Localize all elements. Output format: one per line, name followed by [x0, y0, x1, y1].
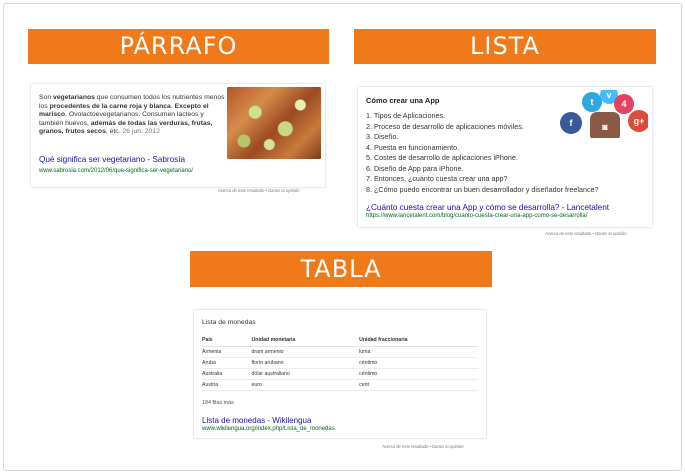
list-item: 2. Proceso de desarrollo de aplicaciones móviles. [366, 121, 524, 131]
text-segment: que consumen todos los nutrientes menos los [39, 94, 225, 110]
table-cell: céntimo [359, 357, 478, 368]
table-heading: Lista de monedas [202, 319, 256, 326]
table-row [202, 357, 478, 368]
list-snippet-card [358, 87, 652, 227]
table-cell: Australia [202, 368, 252, 379]
list-item: 7. Entonces, ¿cuánto cuesta crear una app? [366, 174, 508, 183]
table-header-row [202, 335, 478, 346]
text-segment: Son [39, 94, 53, 101]
text-segment: , etc. [105, 128, 121, 136]
table-cell: céntimo [359, 368, 478, 379]
snippet-paragraph [39, 94, 227, 137]
result-url: www.wikilengua.org/index.php/Lista_de_monedas [202, 426, 335, 432]
more-rows-link[interactable]: 184 filas más [202, 400, 234, 406]
paragraph-snippet-card [31, 84, 325, 187]
facebook-icon: f [560, 112, 582, 134]
result-title-link[interactable]: Qué significa ser vegetariano - Sabrosía [39, 155, 186, 164]
list-item: 5. Costes de desarrollo de aplicaciones iPhone. [366, 153, 518, 162]
list-item: 8. ¿Cómo puedo encontrar un buen desarrollador y diseñador freelance? [366, 184, 599, 194]
table-row [202, 368, 478, 379]
list-heading: Cómo crear una App [366, 96, 440, 105]
list-item: 6. Diseño de App para iPhone. [366, 163, 464, 173]
column-header: País [202, 335, 252, 346]
column-header: Unidad fraccionaria [359, 335, 478, 346]
table-snippet-card [194, 310, 486, 438]
table-row [202, 379, 478, 390]
list-item: 4. Puesta en funcionamiento. [366, 142, 460, 152]
parrafo-banner: PÁRRAFO [28, 29, 329, 64]
social-app-icons[interactable] [552, 90, 648, 138]
pizza-photo[interactable] [227, 87, 321, 159]
result-url: www.sabrosia.com/2012/06/que-significa-ser-vegetariano/ [39, 168, 194, 174]
result-feedback-link[interactable]: Acerca de este resultado • Danos tu opinión [218, 188, 300, 193]
bold-segment: además de todas las verduras, frutas, granos, frutos secos [39, 119, 213, 136]
result-feedback-link[interactable]: Acerca de este resultado • Danos tu opinión [382, 444, 464, 449]
lista-banner: LISTA [354, 29, 656, 64]
list-item: 3. Diseño. [366, 132, 399, 141]
foursquare-icon: 4 [614, 94, 634, 114]
table-cell: cent [359, 379, 478, 390]
table-cell: euro [252, 379, 360, 390]
bold-segment: Excepto el marisco [39, 102, 209, 119]
table-cell: Austria [202, 379, 252, 390]
result-title-link[interactable]: ¿Cuánto cuesta crear una App y cómo se desarrolla? - Lancetalent [366, 203, 610, 212]
currency-table [202, 335, 478, 391]
bold-segment: vegetarianos [52, 94, 95, 101]
twitter-icon: t [582, 92, 602, 112]
table-cell: Aruba [202, 357, 252, 368]
vimeo-icon: v [600, 90, 618, 104]
snippet-date: 26 jun. 2012 [122, 128, 160, 136]
list-item: 1. Tipos de Aplicaciones. [366, 111, 446, 120]
bold-segment: procedentes de la carne roja y blanca [49, 102, 171, 110]
table-cell: luma [359, 346, 478, 357]
google-plus-icon: g+ [628, 110, 648, 132]
text-segment: . Ovolactoevegetarianos. Consumen lácteos y también huevos, [39, 111, 204, 127]
instagram-icon: ◙ [590, 112, 620, 138]
table-cell: dram armenio [252, 346, 360, 357]
table-cell: dólar australiano [252, 368, 360, 379]
table-cell: florín arubano [252, 357, 360, 368]
text-segment: . [170, 102, 175, 110]
result-title-link[interactable]: Lista de monedas - Wikilengua [202, 416, 312, 425]
column-header: Unidad monetaria [252, 335, 360, 346]
result-feedback-link[interactable]: Acerca de este resultado • Danos tu opinión [545, 231, 627, 236]
result-url: https://www.lancetalent.com/blog/cuanto-cuesta-crear-una-app-como-se-desarrolla/ [366, 213, 588, 219]
table-row [202, 346, 478, 357]
tabla-banner: TABLA [190, 251, 492, 287]
table-cell: Armenia [202, 346, 252, 357]
